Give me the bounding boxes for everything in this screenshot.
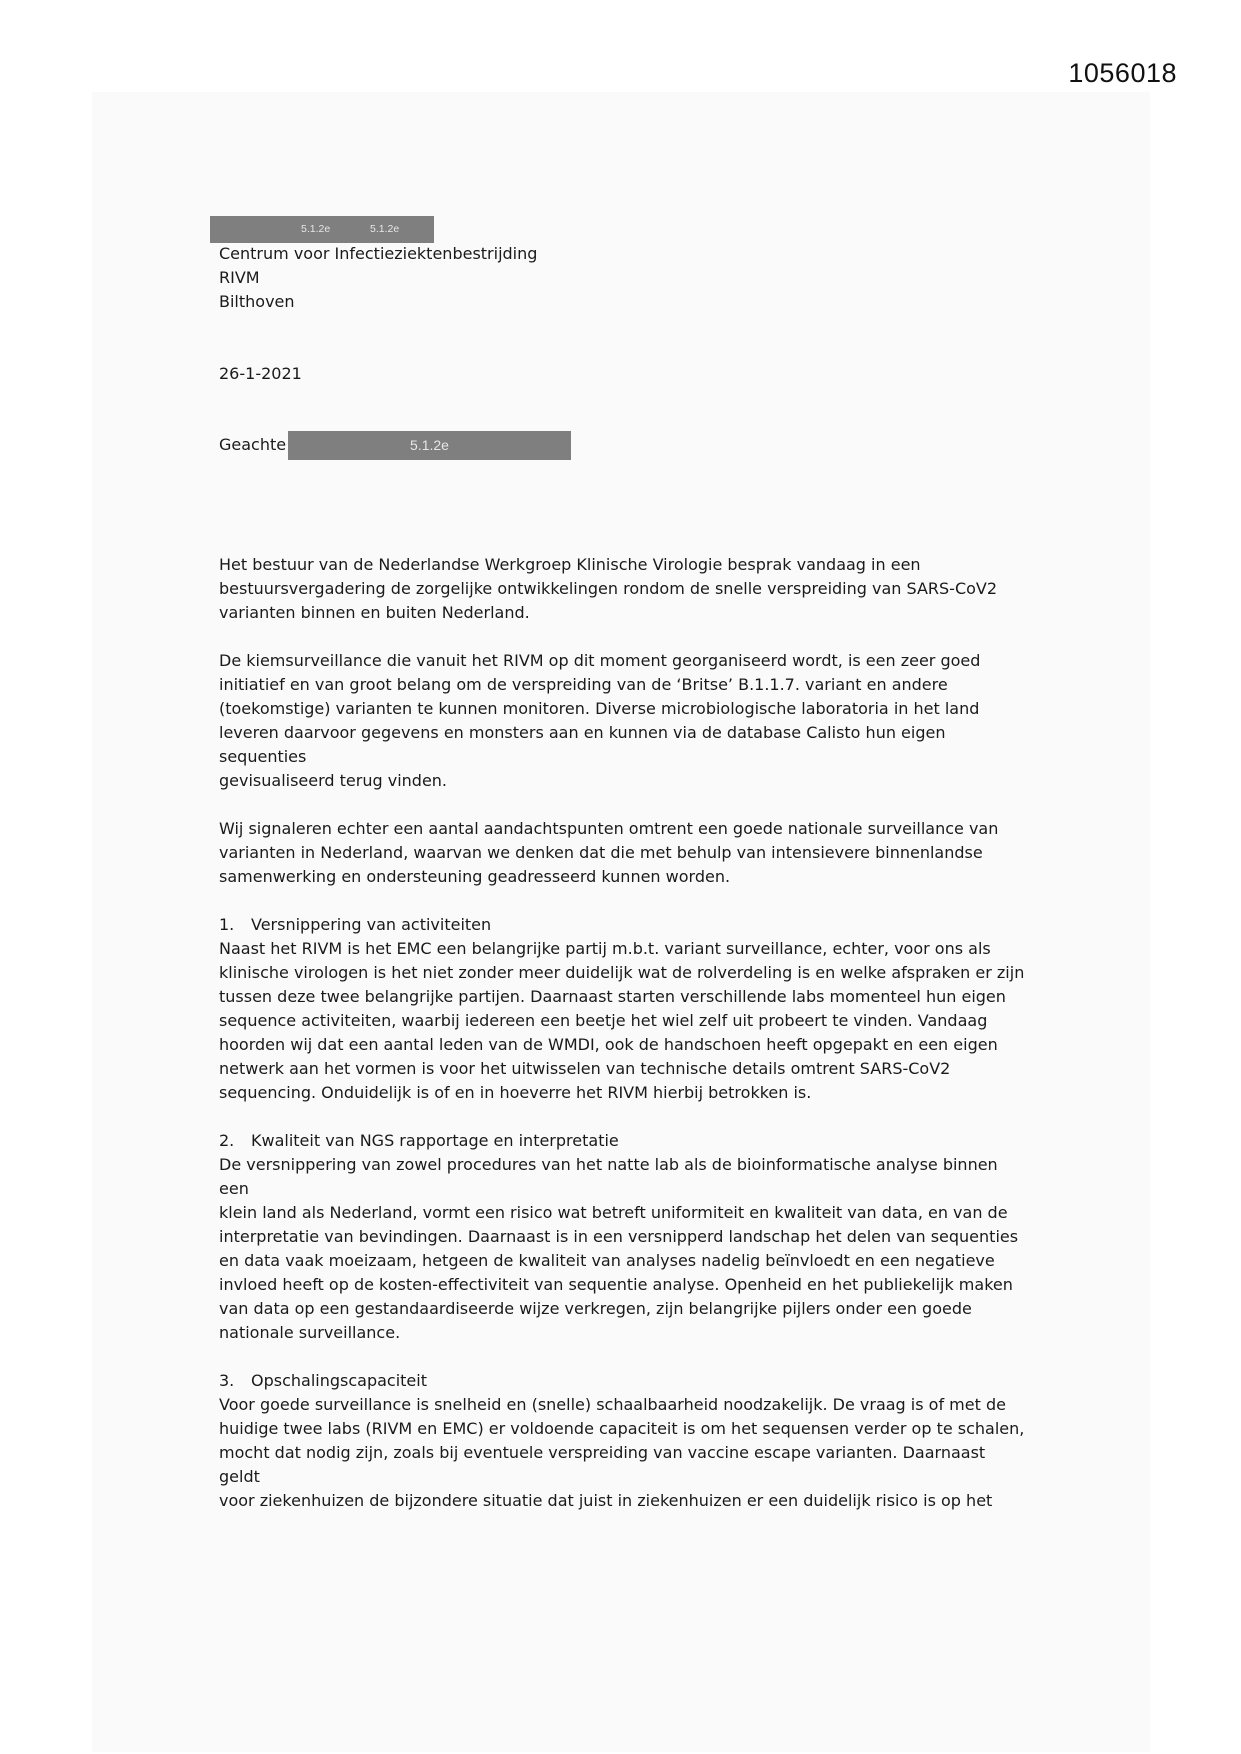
section-1 <box>219 913 1029 1105</box>
section-heading <box>219 913 1029 937</box>
letter-date: 26-1-2021 <box>219 364 302 383</box>
section-text: De versnippering van zowel procedures van het natte lab als de bioinformatische analyse binnen een klein land als Nederland, vormt een risico wat betreft uniformiteit en kwaliteit van data, en van de interpretatie van bevindingen. Daarnaast is in een versnipperd landschap het delen van sequenties en data vaak moeizaam, hetgeen de kwaliteit van analyses nadelig beïnvloedt en een negatieve invloed heeft op de kosten-effectiviteit van sequentie analyse. Openheid en het publiekelijk maken van data op een gestandaardiseerde wijze verkregen, zijn belangrijke pijlers onder een goede nationale surveillance. <box>219 1155 1019 1342</box>
paragraph: Het bestuur van de Nederlandse Werkgroep Klinische Virologie besprak vandaag in een bestuursvergadering de zorgelijke ontwikkelingen rondom de snelle verspreiding van SARS-CoV2 varianten binnen en buiten Nederland. <box>219 555 998 622</box>
section-text: Voor goede surveillance is snelheid en (snelle) schaalbaarheid noodzakelijk. De vraag is of met de huidige twee labs (RIVM en EMC) er voldoende capaciteit is om het sequensen verder op te schalen, mocht dat nodig zijn, zoals bij eventuele verspreiding van vaccine escape varianten. Daarnaast geldt voor ziekenhuizen de bijzondere situatie dat juist in ziekenhuizen er een duidelijk risico is op het <box>219 1395 1025 1510</box>
paragraph: De kiemsurveillance die vanuit het RIVM op dit moment georganiseerd wordt, is een zeer goed initiatief en van groot belang om de verspreiding van de ‘Britse’ B.1.1.7. variant en andere (toekomstige) varianten te kunnen monitoren. Diverse microbiologische laboratoria in het land leveren daarvoor gegevens en monsters aan en kunnen via de database Calisto hun eigen sequenties gevisualiseerd terug vinden. <box>219 651 981 790</box>
section-number: 3. <box>219 1371 235 1390</box>
address-line: RIVM <box>219 268 260 287</box>
section-number: 2. <box>219 1131 235 1150</box>
redaction-block-sender <box>210 216 434 243</box>
section-text: Naast het RIVM is het EMC een belangrijke partij m.b.t. variant surveillance, echter, voor ons als klinische virologen is het niet zonder meer duidelijk wat de rolverdeling is en welke afspraken er zijn tussen deze twee belangrijke partijen. Daarnaast starten verschillende labs momenteel hun eigen sequence activiteiten, waarbij iedereen een beetje het wiel zelf uit probeert te vinden. Vandaag hoorden wij dat een aantal leden van de WMDI, ook de handschoen heeft opgepakt en een eigen netwerk aan het vormen is voor het uitwisselen van technische details omtrent SARS-CoV2 sequencing. Onduidelijk is of en in hoeverre het RIVM hierbij betrokken is. <box>219 939 1025 1102</box>
section-number: 1. <box>219 915 235 934</box>
section-3 <box>219 1369 1029 1513</box>
letter-body <box>219 553 1029 1537</box>
section-2 <box>219 1129 1029 1345</box>
document-number: 1056018 <box>1068 58 1177 88</box>
address-line: Bilthoven <box>219 292 295 311</box>
section-title: Kwaliteit van NGS rapportage en interpretatie <box>251 1131 619 1150</box>
section-heading <box>219 1129 1029 1153</box>
redaction-code: 5.1.2e <box>370 223 400 235</box>
section-heading <box>219 1369 1029 1393</box>
address-line: Centrum voor Infectieziektenbestrijding <box>219 244 538 263</box>
redaction-block-name: 5.1.2e <box>288 431 571 460</box>
section-title: Versnippering van activiteiten <box>251 915 492 934</box>
redaction-code: 5.1.2e <box>301 223 331 235</box>
salutation: Geachte <box>219 435 287 454</box>
section-title: Opschalingscapaciteit <box>251 1371 427 1390</box>
paragraph: Wij signaleren echter een aantal aandachtspunten omtrent een goede nationale surveillance van varianten in Nederland, waarvan we denken dat die met behulp van intensievere binnenlandse samenwerking en ondersteuning geadresseerd kunnen worden. <box>219 819 999 886</box>
recipient-address <box>219 242 1029 314</box>
